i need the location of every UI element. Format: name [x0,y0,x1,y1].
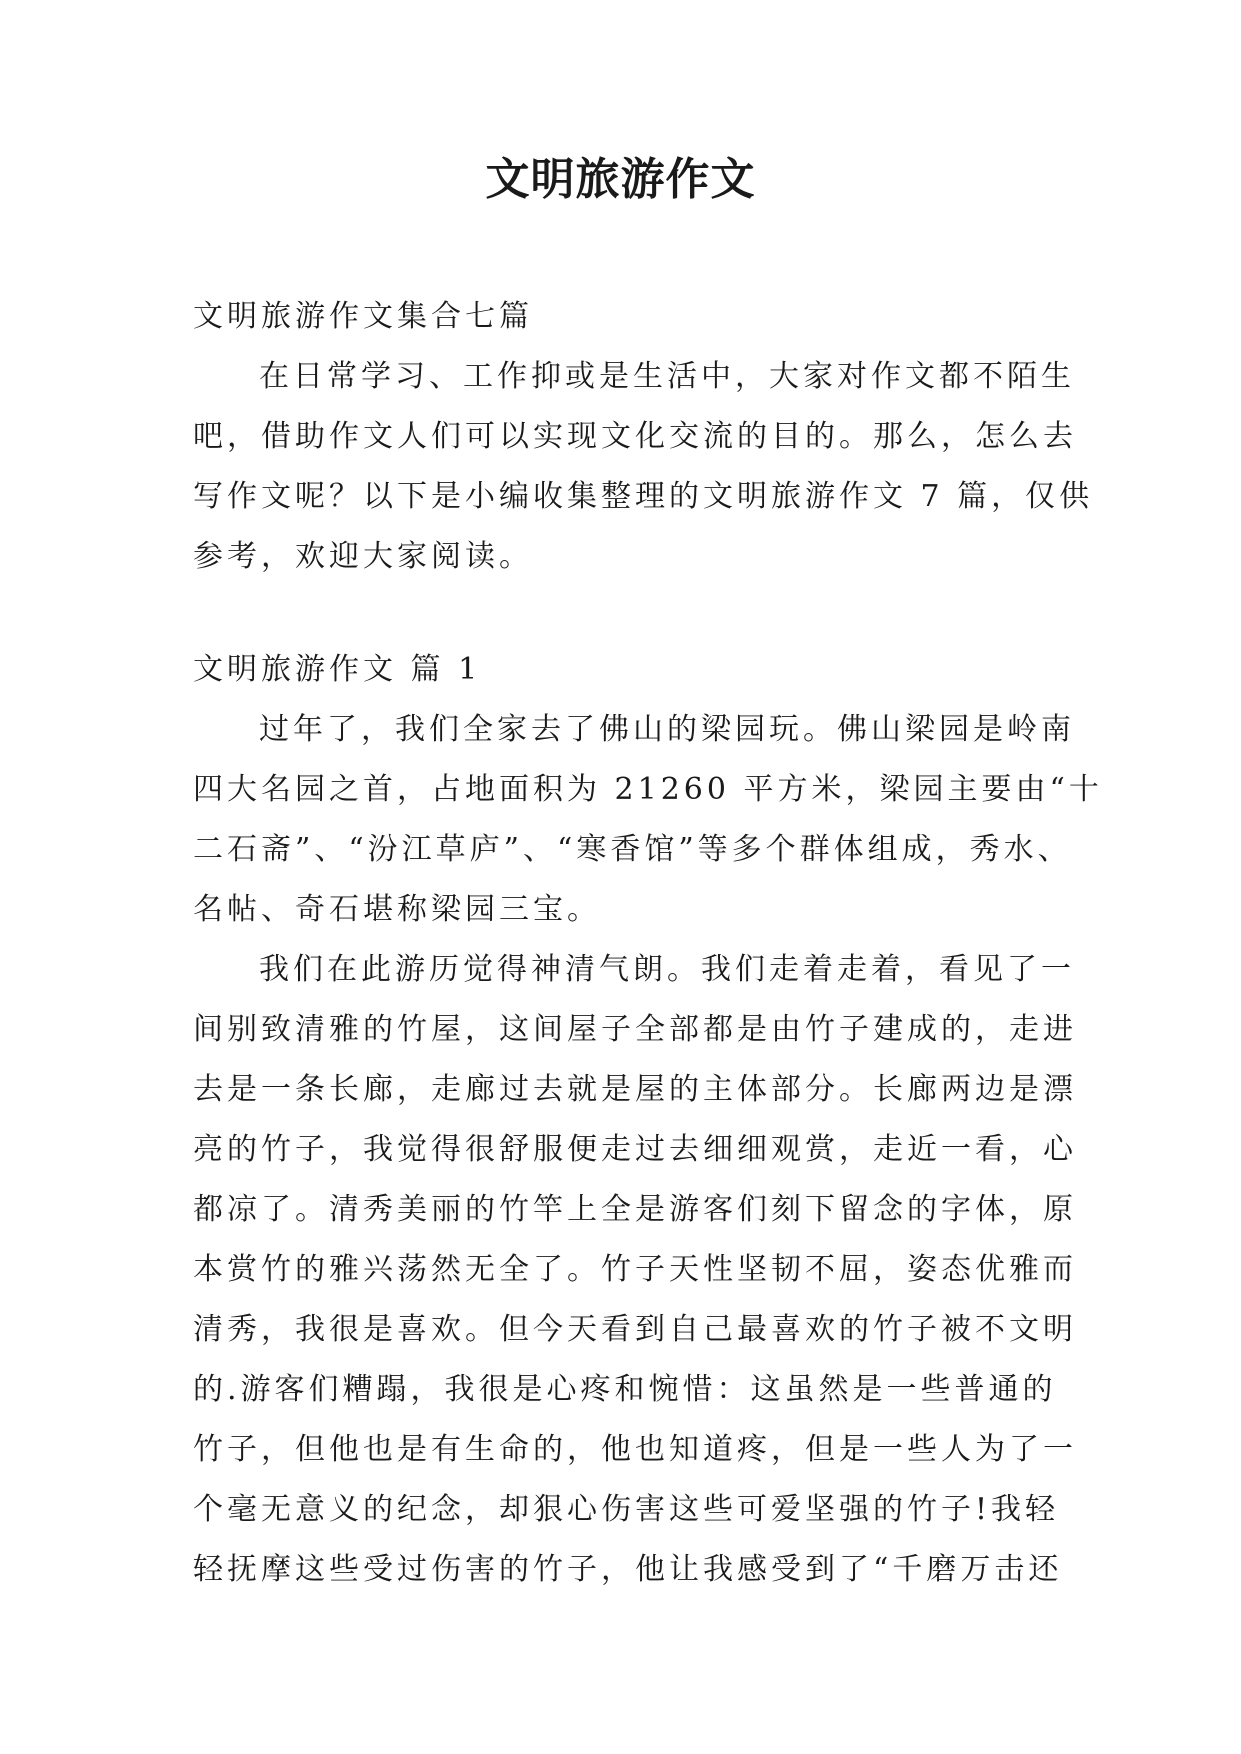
document-body [193,287,1103,1600]
paragraph-line: 间别致清雅的竹屋，这间屋子全部都是由竹子建成的，走进 [193,1012,1077,1047]
paragraph-line: 去是一条长廊，走廊过去就是屋的主体部分。长廊两边是漂 [193,1072,1077,1107]
paragraph-line: 过年了，我们全家去了佛山的梁园玩。佛山梁园是岭南 [259,712,1075,747]
paragraph-line: 名帖、奇石堪称梁园三宝。 [193,892,601,927]
body-paragraph-1 [193,700,1103,940]
paragraph-line: 四大名园之首，占地面积为 21260 平方米，梁园主要由“十 [193,772,1103,807]
paragraph-line: 都凉了。清秀美丽的竹竿上全是游客们刻下留念的字体，原 [193,1192,1077,1227]
paragraph-line: 吧，借助作文人们可以实现文化交流的目的。那么，怎么去 [193,419,1077,454]
paragraph-line: 亮的竹子，我觉得很舒服便走过去细细观赏，走近一看，心 [193,1132,1077,1167]
paragraph-line: 清秀，我很是喜欢。但今天看到自己最喜欢的竹子被不文明 [193,1312,1077,1347]
intro-paragraph [193,347,1094,587]
document-subtitle: 文明旅游作文集合七篇 [193,299,533,334]
section-heading: 文明旅游作文 篇 1 [193,652,482,687]
paragraph-line: 参考，欢迎大家阅读。 [193,539,533,574]
paragraph-line: 竹子，但他也是有生命的，他也知道疼，但是一些人为了一 [193,1432,1077,1467]
paragraph-line: 我们在此游历觉得神清气朗。我们走着走着，看见了一 [259,952,1075,987]
paragraph-line: 写作文呢？以下是小编收集整理的文明旅游作文 7 篇，仅供 [193,479,1094,514]
document-title: 文明旅游作文 [485,154,756,205]
paragraph-line: 个毫无意义的纪念，却狠心伤害这些可爱坚强的竹子!我轻 [193,1492,1060,1527]
paragraph-line: 轻抚摩这些受过伤害的竹子，他让我感受到了“千磨万击还 [193,1552,1063,1587]
paragraph-line: 在日常学习、工作抑或是生活中，大家对作文都不陌生 [259,359,1075,394]
paragraph-line: 本赏竹的雅兴荡然无全了。竹子天性坚韧不屈，姿态优雅而 [193,1252,1077,1287]
paragraph-line: 二石斋”、“汾江草庐”、“寒香馆”等多个群体组成，秀水、 [193,832,1072,867]
section-spacer [193,587,1051,640]
paragraph-line: 的.游客们糟蹋，我很是心疼和惋惜：这虽然是一些普通的 [193,1372,1057,1407]
body-paragraph-2 [193,940,1077,1600]
